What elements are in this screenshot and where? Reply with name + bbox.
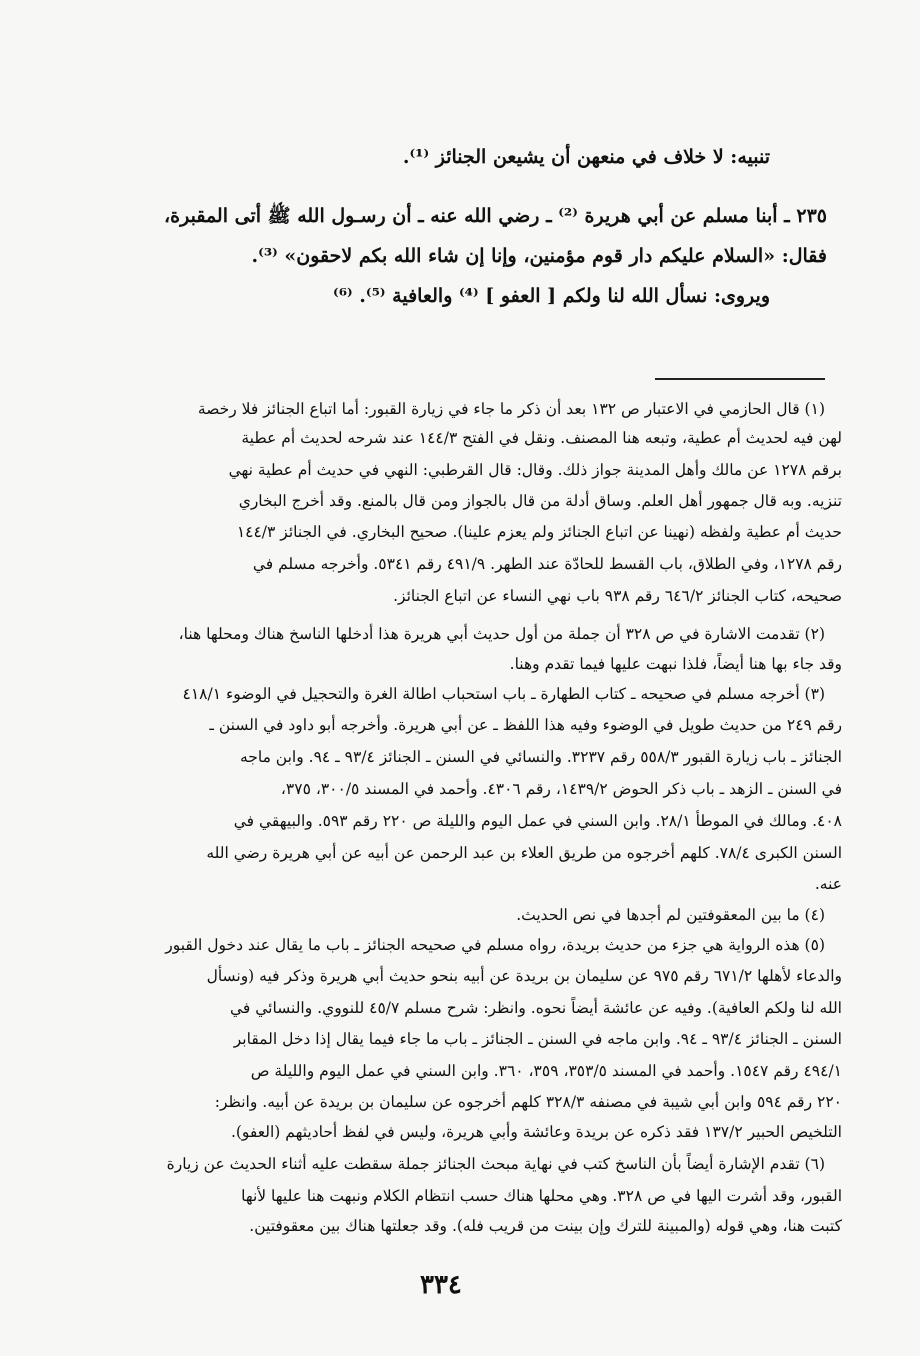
footnote-line: كتبت هنا، وهي قوله (والمبينة للترك وإن بينت من قريب فله). وقد جعلتها هناك بين معقوفتين. bbox=[249, 1217, 842, 1235]
footnote-line: وقد جاء بها هنا أيضاً، فلذا نبهت عليها فيما تقدم وهنا. bbox=[509, 655, 842, 673]
footnote-line: ٢٢٠ رقم ٥٩٤ وابن أبي شيبة في مصنفه ٣٢٨/٣ كلهم أخرجوه عن سليمان بن بريدة عن أبيه. وانظر: bbox=[214, 1093, 842, 1111]
footnote-line: السنن الكبرى ٧٨/٤. كلهم أخرجوه من طريق العلاء بن عبد الرحمن عن أبيه عن أبي هريرة رضي الله bbox=[206, 844, 842, 862]
main-line-1: تنبيه: لا خلاف في منعهن أن يشيعن الجنائز ⁽¹⁾. bbox=[402, 146, 770, 168]
footnote-line: رقم ٢٤٩ من حديث طويل في الوضوء وفيه هذا اللفظ ـ عن أبي هريرة. وأخرجه أبو داود في السنن ـ bbox=[209, 716, 842, 734]
footnote-line: الله لنا ولكم العافية). وفيه عن عائشة أيضاً نحوه. وانظر: شرح مسلم ٤٥/٧ للنووي. والنسائي في bbox=[229, 999, 842, 1017]
footnote-line: رقم ١٢٧٨، وفي الطلاق، باب القسط للحادّة عند الطهر. ٤٩١/٩ رقم ٥٣٤١. وأخرجه مسلم في bbox=[252, 555, 842, 573]
page-number: ٣٣٤ bbox=[420, 1270, 462, 1300]
footnote-separator bbox=[655, 378, 825, 380]
footnote-line: عنه. bbox=[814, 875, 842, 893]
footnote-line: السنن ـ الجنائز ٩٣/٤ ـ ٩٤. وابن ماجه في السنن ـ الجنائز ـ باب ما جاء فيما يقال إذا دخل المقابر bbox=[233, 1030, 842, 1048]
footnote-line: (٥) هذه الرواية هي جزء من حديث بريدة، رواه مسلم في صحيحه الجنائز ـ باب ما يقال عند دخول القبور bbox=[165, 936, 825, 954]
main-line-2: ٢٣٥ ـ أبنا مسلم عن أبي هريرة ⁽²⁾ ـ رضي الله عنه ـ أن رسـول الله ﷺ أتى المقبرة، bbox=[164, 205, 827, 227]
footnote-line: حديث أم عطية ولفظه (نهينا عن اتباع الجنائز ولم يعزم علينا). صحيح البخاري. في الجنائز ١٤٤/٣ bbox=[236, 523, 842, 541]
footnote-line: (٣) أخرجه مسلم في صحيحه ـ كتاب الطهارة ـ باب استحباب اطالة الغرة والتحجيل في الوضوء ٤١٨/١ bbox=[182, 685, 825, 703]
footnote-line: ٤٩٤/١ رقم ١٥٤٧. وأحمد في المسند ٣٥٣/٥، ٣٥٩، ٣٦٠. وابن السني في عمل اليوم والليلة ص bbox=[250, 1062, 842, 1080]
footnote-line: القبور، وقد أشرت اليها في ص ٣٢٨. وهي محلها هناك حسب انتظام الكلام ونبهت هنا عليها لأنها bbox=[241, 1187, 842, 1205]
footnote-line: لهن فيه لحديث أم عطية، وتبعه هنا المصنف. ونقل في الفتح ١٤٤/٣ عند شرحه لحديث أم عطية bbox=[241, 429, 842, 447]
footnote-line: (١) قال الحازمي في الاعتبار ص ١٣٢ بعد أن ذكر ما جاء في زيارة القبور: أما اتباع الجنائز فلا رخصة bbox=[197, 400, 825, 418]
main-line-3: فقال: «السلام عليكم دار قوم مؤمنين، وإنا إن شاء الله بكم لاحقون» ⁽³⁾. bbox=[251, 245, 827, 267]
footnote-line: والدعاء لأهلها ٦٧١/٢ رقم ٩٧٥ عن سليمان بن بريدة عن أبيه بنحو حديث أبي هريرة وذكر فيه (ونسأل bbox=[206, 967, 842, 985]
footnote-line: (٢) تقدمت الاشارة في ص ٣٢٨ أن جملة من أول حديث أبي هريرة هذا أدخلها الناسخ هناك ومحلها هنا، bbox=[178, 625, 825, 643]
footnote-line: في السنن ـ الزهد ـ باب ذكر الحوض ١٤٣٩/٢، رقم ٤٣٠٦. وأحمد في المسند ٣٠٠/٥، ٣٧٥، bbox=[280, 780, 842, 798]
footnote-line: (٤) ما بين المعقوفتين لم أجدها في نص الحديث. bbox=[516, 906, 825, 924]
footnote-line: التلخيص الحبير ١٣٧/٢ فقد ذكره عن بريدة وعائشة وأبي هريرة، وليس في لفظ أحاديثهم (العفو). bbox=[230, 1123, 842, 1141]
footnote-line: (٦) تقدم الإشارة أيضاً بأن الناسخ كتب في نهاية مبحث الجنائز جملة سقطت عليه أثناء الحديث عن زيارة bbox=[166, 1155, 825, 1173]
footnote-line: برقم ١٢٧٨ عن مالك وأهل المدينة جواز ذلك. وقال: قال القرطبي: النهي في حديث أم عطية نهي bbox=[228, 461, 842, 479]
main-line-4: ويروى: نسأل الله لنا ولكم [ العفو ] ⁽⁴⁾ والعافية ⁽⁵⁾. ⁽⁶⁾ bbox=[333, 285, 770, 307]
footnote-line: الجنائز ـ باب زيارة القبور ٥٥٨/٣ رقم ٣٢٣٧. والنسائي في السنن ـ الجنائز ٩٣/٤ ـ ٩٤. وابن ماجه bbox=[239, 748, 842, 766]
footnote-line: صحيحه، كتاب الجنائز ٦٤٦/٢ رقم ٩٣٨ باب نهي النساء عن اتباع الجنائز. bbox=[393, 587, 842, 605]
footnote-line: تنزيه. وبه قال جمهور أهل العلم. وساق أدلة من قال بالجواز ومن قال بالمنع. وقد أخرج البخاري bbox=[238, 492, 842, 510]
footnote-line: ٤٠٨. ومالك في الموطأ ٢٨/١. وابن السني في عمل اليوم والليلة ص ٢٢٠ رقم ٥٩٣. والبيهقي في bbox=[233, 812, 842, 830]
